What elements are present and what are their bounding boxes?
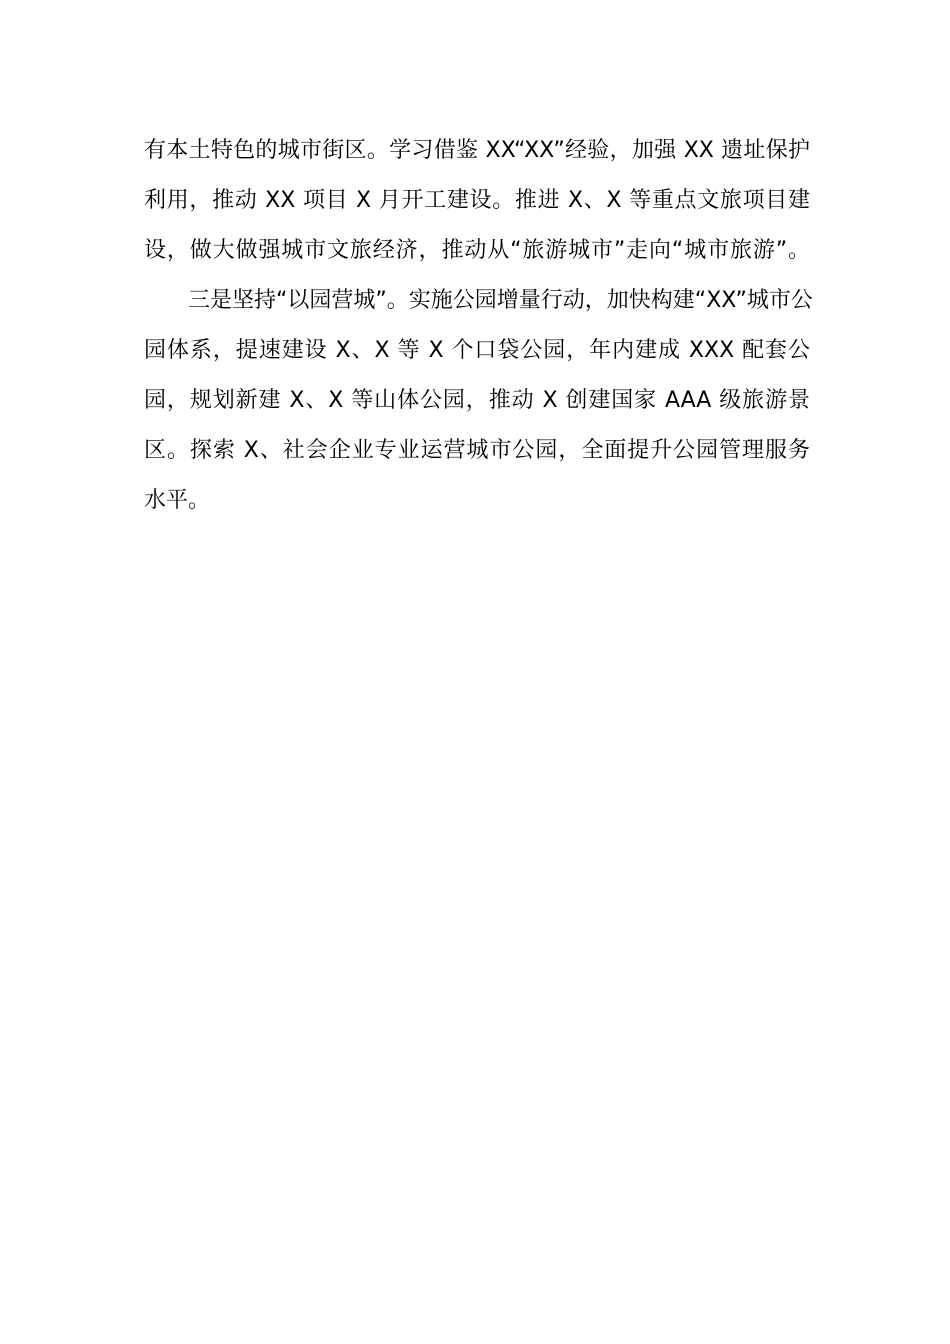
paragraph-line: 园，规划新建 X、X 等山体公园，推动 X 创建国家 AAA 级旅游景 xyxy=(144,388,810,413)
paragraph-1 xyxy=(144,126,810,276)
paragraph-line: 有本土特色的城市街区。学习借鉴 XX“XX”经验，加强 XX 遗址保护 xyxy=(144,138,810,163)
paragraph-line: 水平。 xyxy=(144,488,211,513)
paragraph-line: 园体系，提速建设 X、X 等 X 个口袋公园，年内建成 XXX 配套公 xyxy=(144,338,810,363)
paragraph-2 xyxy=(144,276,813,526)
paragraph-line: 利用，推动 XX 项目 X 月开工建设。推进 X、X 等重点文旅项目建 xyxy=(144,188,810,213)
paragraph-line: 三是坚持“以园营城”。实施公园增量行动，加快构建“XX”城市公 xyxy=(188,288,813,313)
document-body xyxy=(144,126,813,526)
paragraph-line: 区。探索 X、社会企业专业运营城市公园，全面提升公园管理服务 xyxy=(144,438,810,463)
paragraph-line: 设，做大做强城市文旅经济，推动从“旅游城市”走向“城市旅游”。 xyxy=(144,238,810,263)
